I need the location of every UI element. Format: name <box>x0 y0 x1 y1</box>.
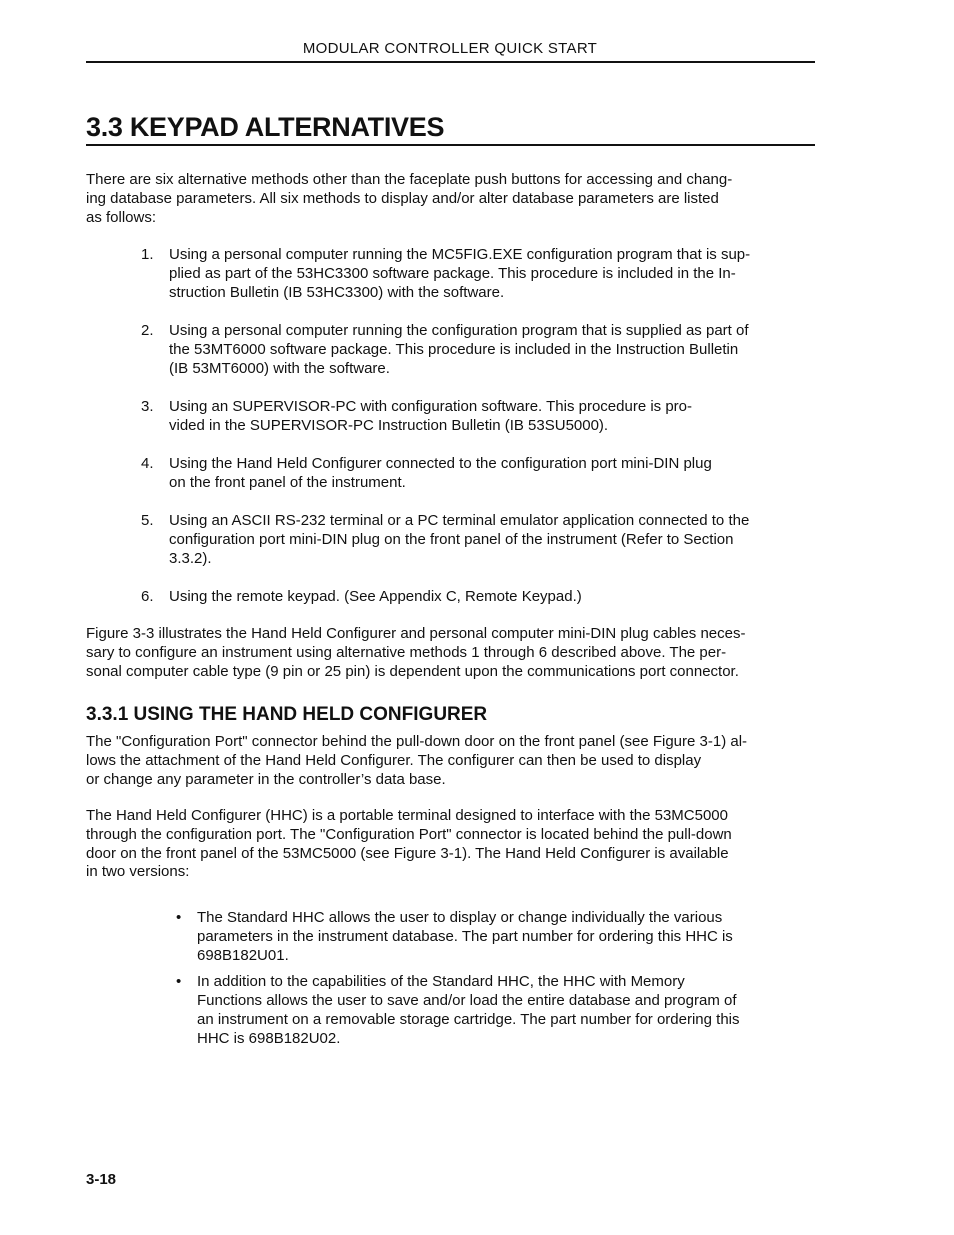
method-line: Using an ASCII RS-232 terminal or a PC terminal emulator application connected to the <box>169 512 750 529</box>
bullet-line: In addition to the capabilities of the Standard HHC, the HHC with Memory <box>197 973 685 990</box>
method-line: Using a personal computer running the MC5FIG.EXE configuration program that is sup- <box>169 246 751 263</box>
bullet-line: The Standard HHC allows the user to display or change individually the various <box>197 909 723 926</box>
running-header: MODULAR CONTROLLER QUICK START <box>302 40 598 57</box>
header-rule <box>86 61 815 63</box>
method-line: configuration port mini-DIN plug on the front panel of the instrument (Refer to Section <box>169 531 734 548</box>
paragraph-line: lows the attachment of the Hand Held Configurer. The configurer can then be used to display <box>86 751 702 769</box>
bullet-icon: • <box>176 973 182 990</box>
method-number: 4. <box>141 455 154 472</box>
method-text <box>169 397 814 435</box>
intro-line: as follows: <box>86 208 157 226</box>
method-text <box>169 245 814 302</box>
intro-line: ing database parameters. All six methods to display and/or alter database parameters are listed <box>86 189 719 207</box>
bullet-line: an instrument on a removable storage cartridge. The part number for ordering this <box>197 1011 740 1028</box>
method-line: the 53MT6000 software package. This procedure is included in the Instruction Bulletin <box>169 341 739 358</box>
method-line: 3.3.2). <box>169 550 212 567</box>
paragraph-line: or change any parameter in the controller’s data base. <box>86 770 446 788</box>
bullet-line: HHC is 698B182U02. <box>197 1030 341 1047</box>
bullet-text <box>197 908 807 965</box>
paragraph-line: in two versions: <box>86 863 190 881</box>
bullet-text <box>197 972 807 1048</box>
method-line: on the front panel of the instrument. <box>169 474 406 491</box>
method-number: 2. <box>141 322 154 339</box>
method-text <box>169 511 814 568</box>
figure-note-paragraph <box>86 625 815 681</box>
method-line: Using the Hand Held Configurer connected to the configuration port mini-DIN plug <box>169 455 712 472</box>
figure-note-line: Figure 3-3 illustrates the Hand Held Configurer and personal computer mini-DIN plug cables neces- <box>86 625 746 642</box>
figure-note-line: sary to configure an instrument using alternative methods 1 through 6 described above. The per- <box>86 643 727 661</box>
method-text <box>169 321 814 378</box>
paragraph-line: The Hand Held Configurer (HHC) is a portable terminal designed to interface with the 53MC5000 <box>86 807 728 824</box>
paragraph-line: door on the front panel of the 53MC5000 (see Figure 3-1). The Hand Held Configurer is available <box>86 844 729 862</box>
method-number: 6. <box>141 588 154 605</box>
method-line: Using a personal computer running the configuration program that is supplied as part of <box>169 322 749 339</box>
subsection-title: 3.3.1 USING THE HAND HELD CONFIGURER <box>86 704 488 725</box>
bullet-line: parameters in the instrument database. The part number for ordering this HHC is <box>197 928 733 945</box>
method-number: 3. <box>141 398 154 415</box>
intro-line: There are six alternative methods other than the faceplate push buttons for accessing and chang- <box>86 171 733 188</box>
method-line: struction Bulletin (IB 53HC3300) with the software. <box>169 284 505 301</box>
method-number: 5. <box>141 512 154 529</box>
intro-paragraph <box>86 171 815 227</box>
hhc-paragraph-1 <box>86 733 815 789</box>
hhc-paragraph-2 <box>86 807 815 882</box>
method-line: (IB 53MT6000) with the software. <box>169 360 390 377</box>
method-text <box>169 587 814 606</box>
method-line: Using the remote keypad. (See Appendix C, Remote Keypad.) <box>169 588 582 605</box>
page-number: 3-18 <box>86 1171 117 1188</box>
bullet-line: 698B182U01. <box>197 947 289 964</box>
bullet-line: Functions allows the user to save and/or load the entire database and program of <box>197 992 737 1009</box>
bullet-icon: • <box>176 909 182 926</box>
paragraph-line: through the configuration port. The "Configuration Port" connector is located behind the pull-down <box>86 825 732 843</box>
section-title-rule <box>86 144 815 146</box>
paragraph-line: The "Configuration Port" connector behind the pull-down door on the front panel (see Figure 3-1) al- <box>86 733 748 750</box>
method-line: plied as part of the 53HC3300 software package. This procedure is included in the In- <box>169 265 736 282</box>
figure-note-line: sonal computer cable type (9 pin or 25 pin) is dependent upon the communications port connector. <box>86 662 739 680</box>
method-text <box>169 454 814 492</box>
section-title: 3.3 KEYPAD ALTERNATIVES <box>86 112 445 142</box>
method-number: 1. <box>141 246 154 263</box>
method-line: vided in the SUPERVISOR-PC Instruction Bulletin (IB 53SU5000). <box>169 417 609 434</box>
method-line: Using an SUPERVISOR-PC with configuration software. This procedure is pro- <box>169 398 693 415</box>
